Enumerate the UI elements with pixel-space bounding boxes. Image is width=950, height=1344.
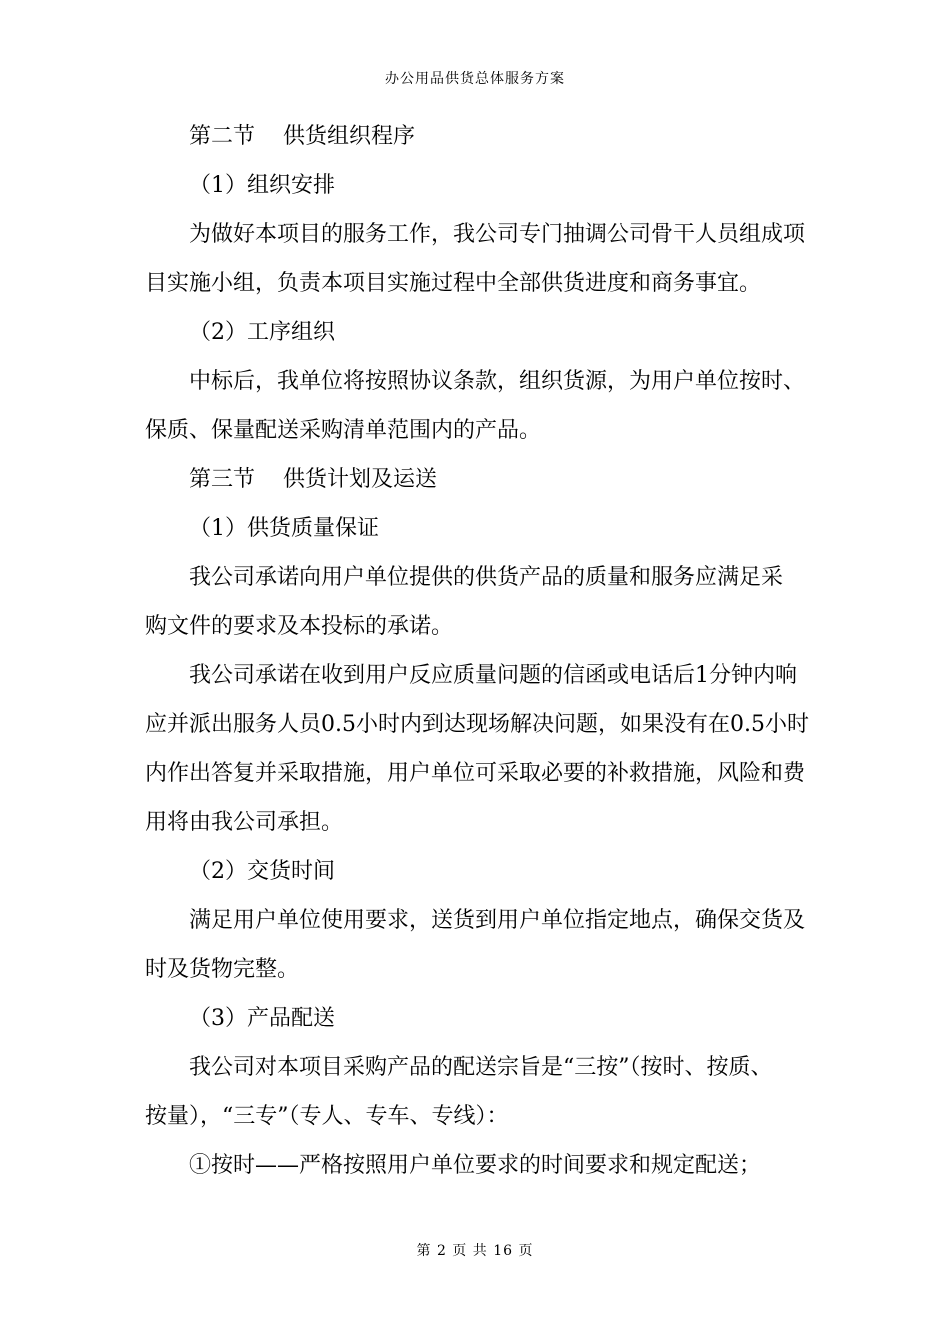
paragraph-line: 为做好本项目的服务工作，我公司专门抽调公司骨干人员组成项 — [189, 222, 806, 247]
list-item: ①按时——严格按照用户单位要求的时间要求和规定配送； — [189, 1153, 762, 1178]
paragraph-line: 我公司承诺向用户单位提供的供货产品的质量和服务应满足采 — [189, 565, 784, 590]
paragraph-line: 购文件的要求及本投标的承诺。 — [145, 614, 454, 639]
section-number: 第三节 — [189, 467, 256, 492]
paragraph-line: 中标后，我单位将按照协议条款，组织货源，为用户单位按时、 — [189, 369, 806, 394]
paragraph-line: 应并派出服务人员0.5小时内到达现场解决问题，如果没有在0.5小时 — [145, 712, 809, 737]
subsection-title: （2）工序组织 — [189, 320, 335, 345]
section-title: 供货组织程序 — [283, 124, 416, 149]
subsection-title: （1）组织安排 — [189, 173, 335, 198]
section-title: 供货计划及运送 — [283, 467, 438, 492]
section-heading — [145, 112, 810, 161]
section-number: 第二节 — [189, 124, 256, 149]
document-body — [145, 112, 810, 1190]
section-heading — [145, 455, 810, 504]
paragraph-line: 我公司对本项目采购产品的配送宗旨是“三按”（按时、按质、 — [189, 1055, 773, 1080]
paragraph-line: 目实施小组，负责本项目实施过程中全部供货进度和商务事宜。 — [145, 271, 762, 296]
paragraph-line: 时及货物完整。 — [145, 957, 300, 982]
paragraph-line: 满足用户单位使用要求，送货到用户单位指定地点，确保交货及 — [189, 908, 806, 933]
paragraph-line: 我公司承诺在收到用户反应质量问题的信函或电话后1分钟内响 — [189, 663, 797, 688]
subsection-title: （1）供货质量保证 — [189, 516, 379, 541]
subsection-title: （2）交货时间 — [189, 859, 335, 884]
paragraph-line: 保质、保量配送采购清单范围内的产品。 — [145, 418, 542, 443]
paragraph-line: 用将由我公司承担。 — [145, 810, 344, 835]
paragraph-line: 按量），“三专”（专人、专车、专线）： — [145, 1104, 509, 1129]
paragraph-line: 内作出答复并采取措施，用户单位可采取必要的补救措施，风险和费 — [145, 761, 806, 786]
page-header: 办公用品供货总体服务方案 — [385, 71, 565, 87]
page-footer: 第 2 页 共 16 页 — [416, 1243, 534, 1259]
subsection-title: （3）产品配送 — [189, 1006, 335, 1031]
